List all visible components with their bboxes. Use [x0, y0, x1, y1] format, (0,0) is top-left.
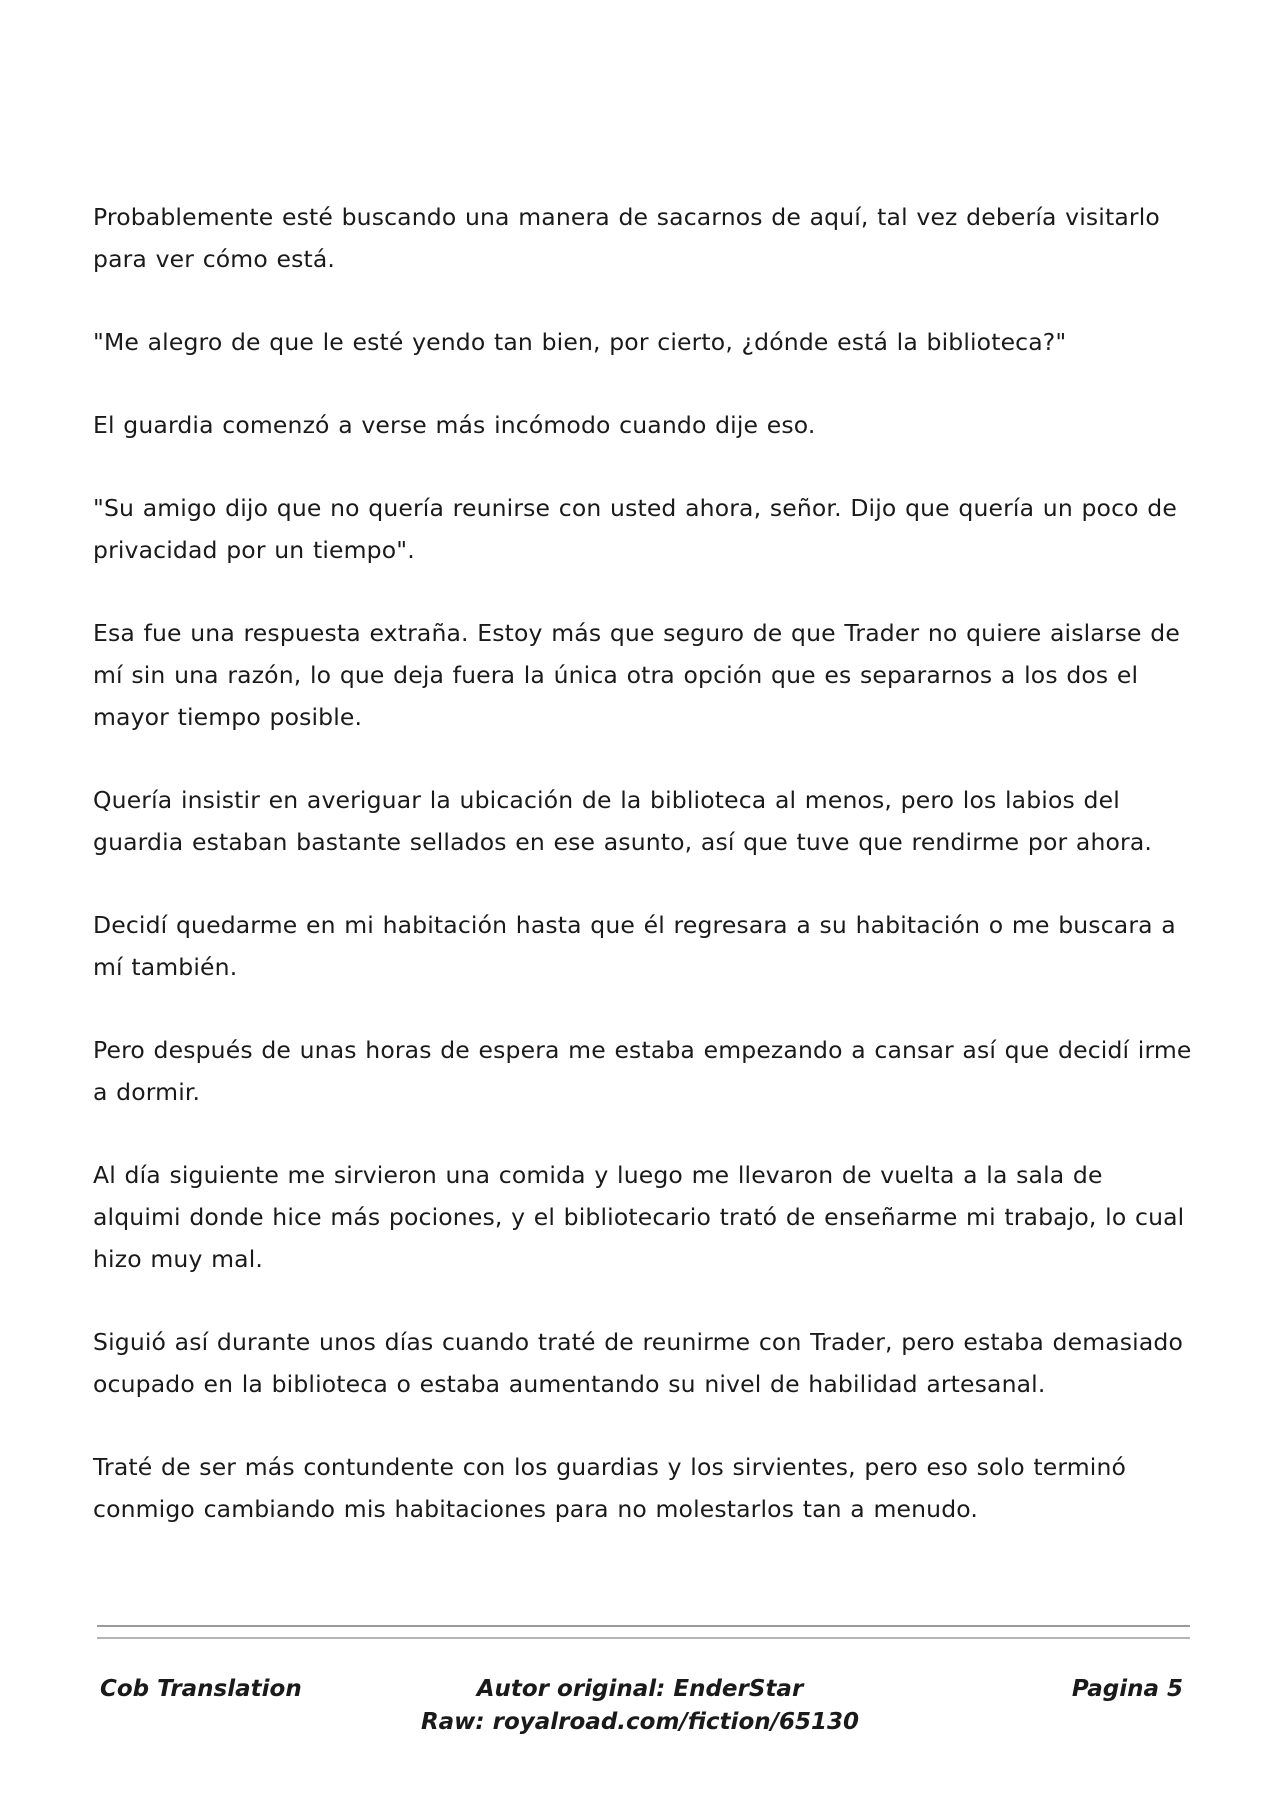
footer-original-author: Autor original: EnderStar — [476, 1676, 804, 1702]
footer-raw-source: Raw: royalroad.com/fiction/65130 — [420, 1709, 860, 1735]
paragraph-1: Probablemente esté buscando una manera de sacarnos de aquí, tal vez debería visitarlo para ver cómo está. — [93, 203, 1160, 273]
paragraph-5: Esa fue una respuesta extraña. Estoy más que seguro de que Trader no quiere aislarse de mí sin una razón, lo que deja fuera la única otra opción que es separarnos a los dos el mayor tiempo posible. — [93, 619, 1180, 731]
paragraph-3: El guardia comenzó a verse más incómodo cuando dije eso. — [93, 411, 816, 439]
footer-translator: Cob Translation — [100, 1676, 302, 1702]
paragraph-6: Quería insistir en averiguar la ubicación de la biblioteca al menos, pero los labios del guardia estaban bastante sellados en ese asunto, así que tuve que rendirme por ahora. — [93, 786, 1153, 856]
paragraph-9: Al día siguiente me sirvieron una comida y luego me llevaron de vuelta a la sala de alquimi donde hice más pociones, y el bibliotecario trató de enseñarme mi trabajo, lo cual hizo muy mal. — [93, 1161, 1185, 1273]
paragraph-7: Decidí quedarme en mi habitación hasta que él regresara a su habitación o me buscara a mí también. — [93, 911, 1176, 981]
footer-divider-top — [97, 1625, 1190, 1627]
footer-page-number: Pagina 5 — [1071, 1676, 1183, 1702]
paragraph-8: Pero después de unas horas de espera me estaba empezando a cansar así que decidí irme a dormir. — [93, 1036, 1192, 1106]
paragraph-10: Siguió así durante unos días cuando traté de reunirme con Trader, pero estaba demasiado ocupado en la biblioteca o estaba aumentando su nivel de habilidad artesanal. — [93, 1328, 1184, 1398]
footer-divider-bottom — [97, 1637, 1190, 1639]
paragraph-11: Traté de ser más contundente con los guardias y los sirvientes, pero eso solo terminó conmigo cambiando mis habitaciones para no molestarlos tan a menudo. — [93, 1453, 1127, 1523]
page-body — [93, 196, 1193, 1571]
paragraph-2: "Me alegro de que le esté yendo tan bien, por cierto, ¿dónde está la biblioteca?" — [93, 328, 1067, 356]
paragraph-4: "Su amigo dijo que no quería reunirse con usted ahora, señor. Dijo que quería un poco de privacidad por un tiempo". — [93, 494, 1177, 564]
